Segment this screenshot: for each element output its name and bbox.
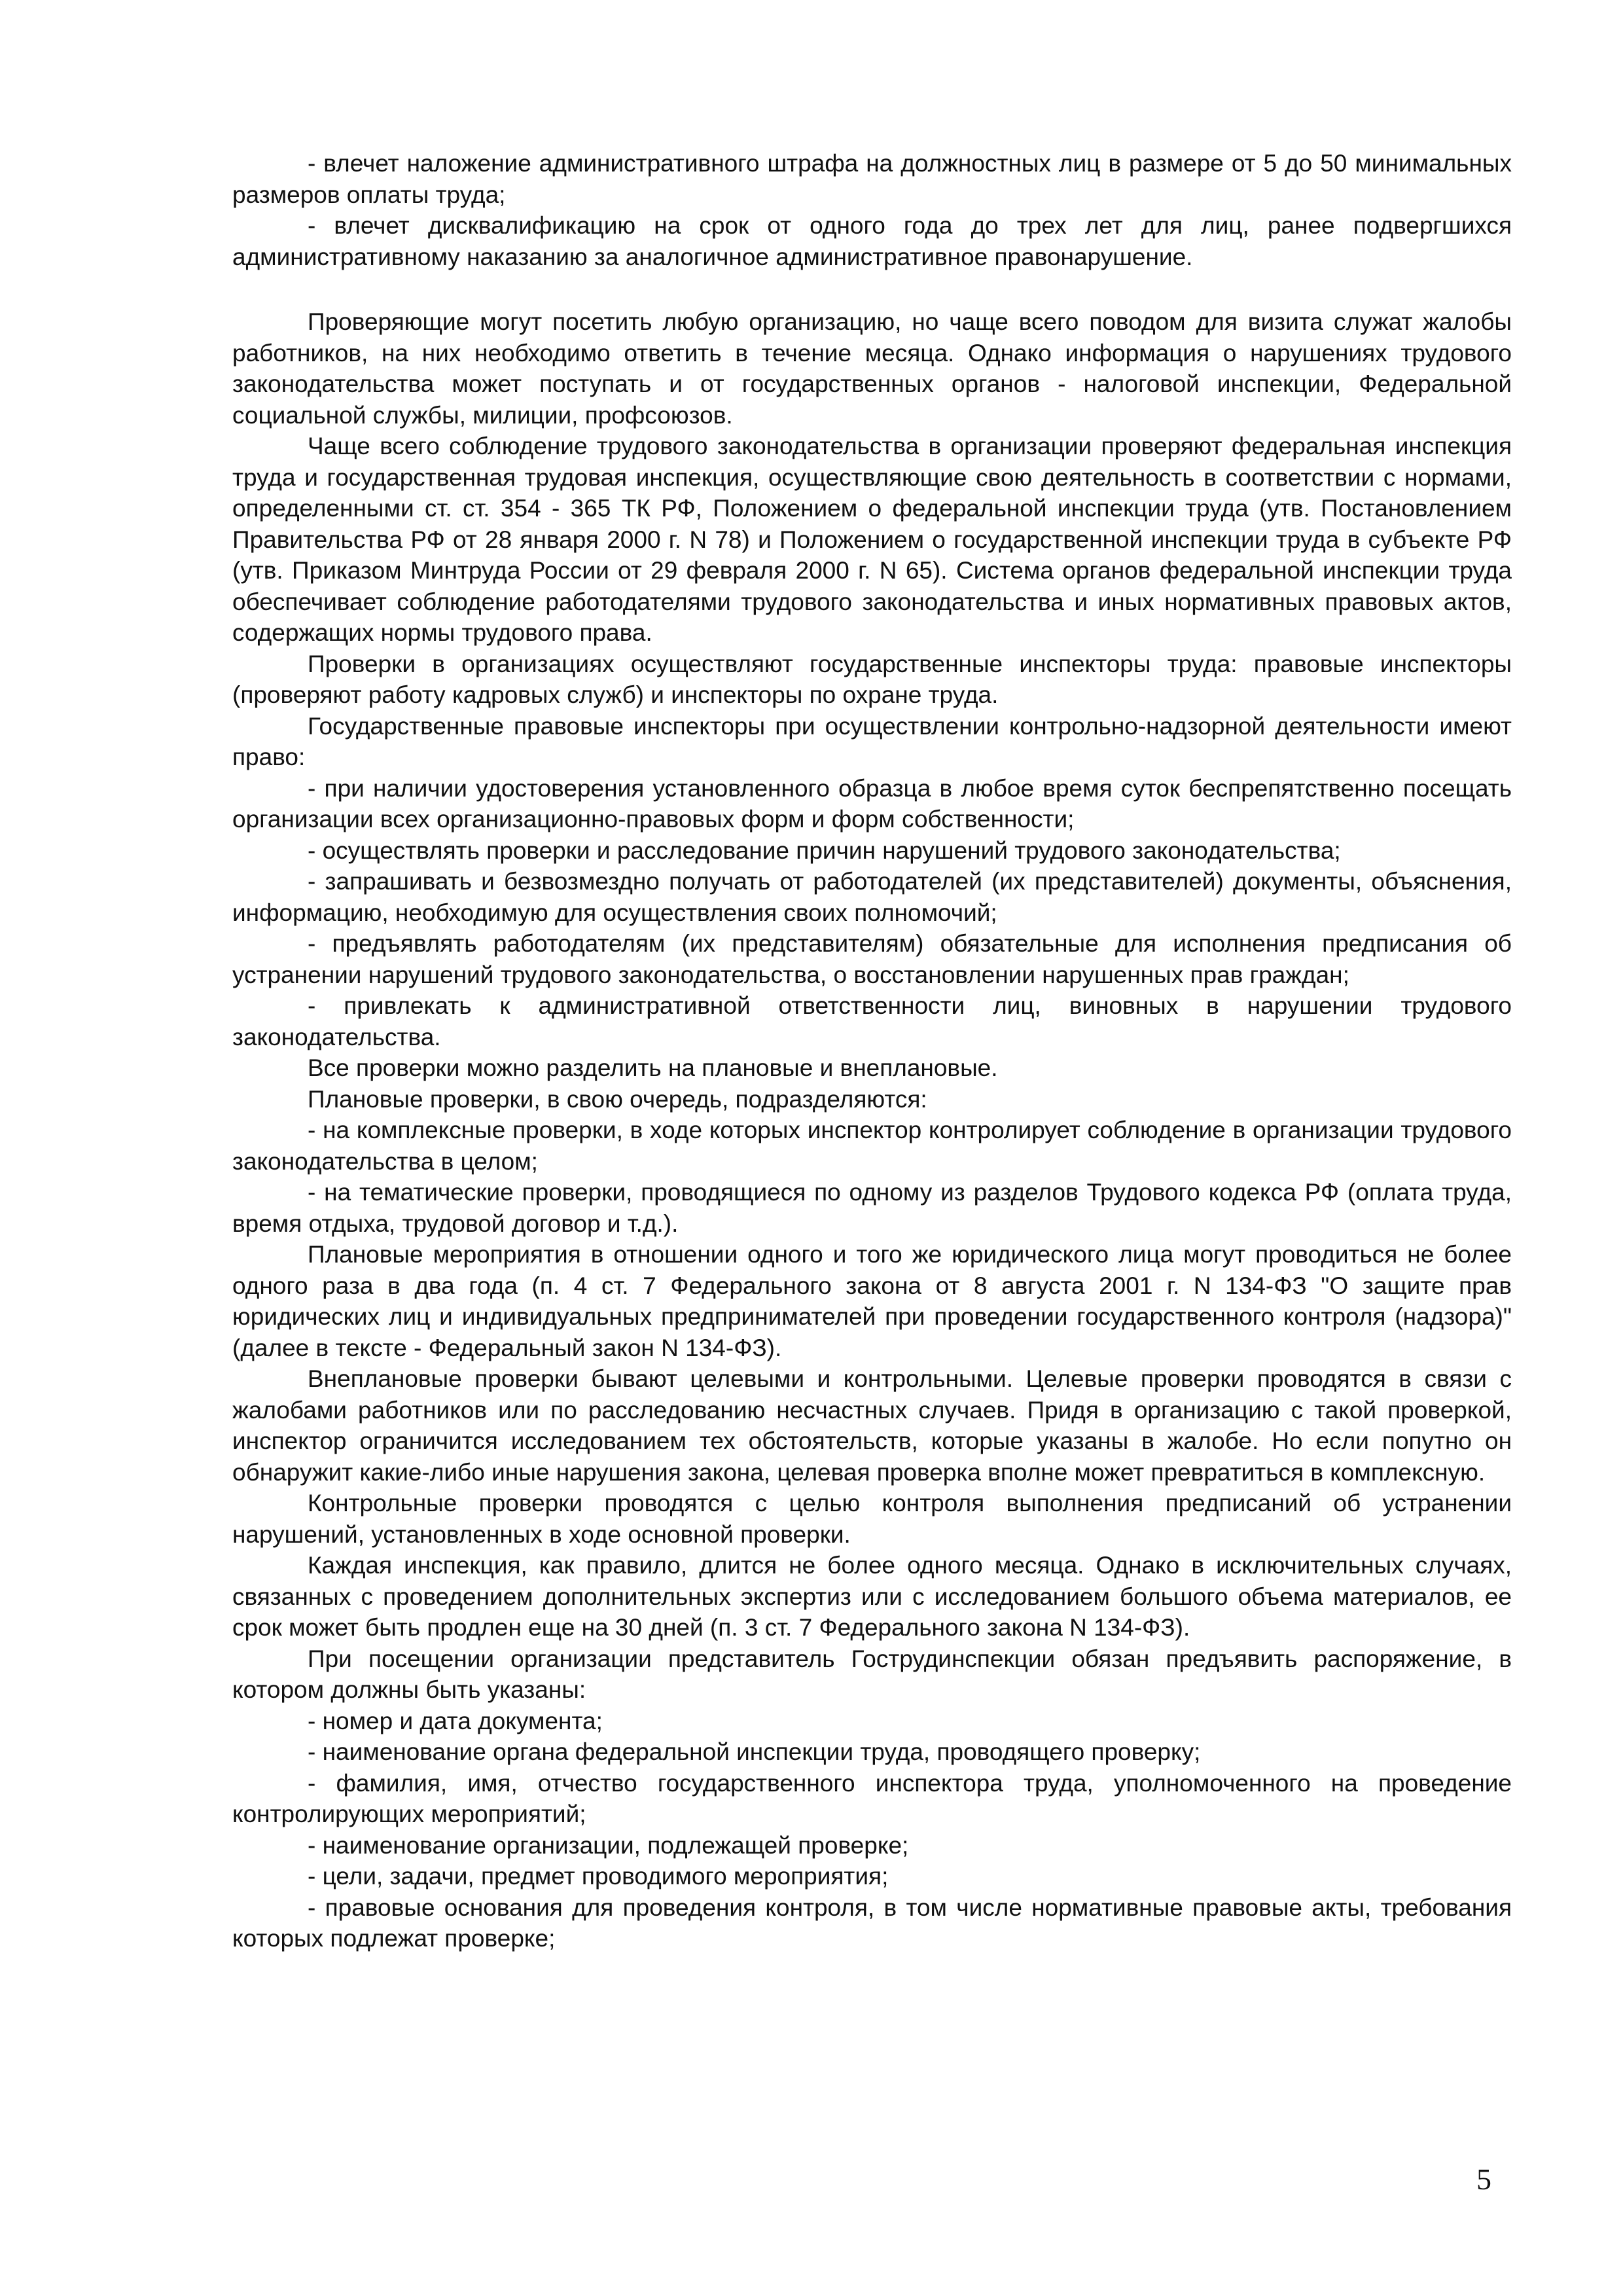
paragraph: - наименование организации, подлежащей проверке; bbox=[308, 1831, 909, 1859]
paragraph: - осуществлять проверки и расследование причин нарушений трудового законодательства; bbox=[308, 836, 1341, 864]
page-number: 5 bbox=[1476, 2162, 1491, 2196]
paragraph: Проверки в организациях осуществляют государственные инспекторы труда: правовые инспекторы (проверяют работу кадровых служб) и инспекторы по охране труда. bbox=[232, 650, 1512, 708]
paragraph: Каждая инспекция, как правило, длится не более одного месяца. Однако в исключительных случаях, связанных с проведением дополнительных экспертиз или с исследованием большого объема материалов, ее срок может быть продлен еще на 30 дней (п. 3 ст. 7 Федерального закона N 134-ФЗ). bbox=[232, 1552, 1512, 1641]
paragraph: Плановые проверки, в свою очередь, подразделяются: bbox=[308, 1085, 927, 1113]
body-text bbox=[232, 148, 1512, 1954]
paragraph: - фамилия, имя, отчество государственного инспектора труда, уполномоченного на проведение контролирующих мероприятий; bbox=[232, 1769, 1512, 1827]
paragraph: - при наличии удостоверения установленного образца в любое время суток беспрепятственно посещать организации всех организационно-правовых форм и форм собственности; bbox=[232, 774, 1512, 833]
paragraph: - правовые основания для проведения контроля, в том числе нормативные правовые акты, требования которых подлежат проверке; bbox=[232, 1893, 1512, 1952]
paragraph: - цели, задачи, предмет проводимого мероприятия; bbox=[308, 1863, 889, 1890]
paragraph: Плановые мероприятия в отношении одного и того же юридического лица могут проводиться не более одного раза в два года (п. 4 ст. 7 Федерального закона от 8 августа 2001 г. N 134-ФЗ "О защите прав юридических лиц и индивидуальных предпринимателей при проведении государственного контроля (надзора)" (далее в тексте - Федеральный закон N 134-ФЗ). bbox=[232, 1241, 1512, 1361]
paragraph: Внеплановые проверки бывают целевыми и контрольными. Целевые проверки проводятся в связи с жалобами работников или по расследованию несчастных случаев. Придя в организацию с такой проверкой, инспектор ограничится исследованием тех обстоятельств, которые указаны в жалобе. Но если попутно он обнаружит какие-либо иные нарушения закона, целевая проверка вполне может превратиться в комплексную. bbox=[232, 1365, 1512, 1486]
paragraph: Чаще всего соблюдение трудового законодательства в организации проверяют федеральная инспекция труда и государственная трудовая инспекция, осуществляющие свою деятельность в соответствии с нормами, определенными ст. ст. 354 - 365 ТК РФ, Положением о федеральной инспекции труда (утв. Постановлением Правительства РФ от 28 января 2000 г. N 78) и Положением о государственной инспекции труда в субъекте РФ (утв. Приказом Минтруда России от 29 февраля 2000 г. N 65). Система органов федеральной инспекции труда обеспечивает соблюдение работодателями трудового законодательства и иных нормативных правовых актов, содержащих нормы трудового права. bbox=[232, 433, 1512, 646]
paragraph: - номер и дата документа; bbox=[308, 1707, 603, 1734]
paragraph: - влечет дисквалификацию на срок от одного года до трех лет для лиц, ранее подвергшихся административному наказанию за аналогичное административное правонарушение. bbox=[232, 212, 1512, 270]
paragraph: - на комплексные проверки, в ходе которых инспектор контролирует соблюдение в организации трудового законодательства в целом; bbox=[232, 1117, 1512, 1175]
paragraph: Контрольные проверки проводятся с целью контроля выполнения предписаний об устранении нарушений, установленных в ходе основной проверки. bbox=[232, 1490, 1512, 1548]
paragraph: - на тематические проверки, проводящиеся по одному из разделов Трудового кодекса РФ (оплата труда, время отдыха, трудовой договор и т.д.). bbox=[232, 1179, 1512, 1237]
paragraph: Государственные правовые инспекторы при осуществлении контрольно-надзорной деятельности имеют право: bbox=[232, 712, 1512, 770]
paragraph: При посещении организации представитель Гострудинспекции обязан предъявить распоряжение, в котором должны быть указаны: bbox=[232, 1645, 1512, 1703]
paragraph: - привлекать к административной ответственности лиц, виновных в нарушении трудового законодательства. bbox=[232, 992, 1512, 1050]
paragraph: - влечет наложение административного штрафа на должностных лиц в размере от 5 до 50 минимальных размеров оплаты труда; bbox=[232, 150, 1512, 208]
paragraph: Все проверки можно разделить на плановые и внеплановые. bbox=[308, 1054, 998, 1081]
paragraph: Проверяющие могут посетить любую организацию, но чаще всего поводом для визита служат жалобы работников, на них необходимо ответить в течение месяца. Однако информация о нарушениях трудового законодательства может поступать и от государственных органов - налоговой инспекции, Федеральной социальной службы, милиции, профсоюзов. bbox=[232, 308, 1512, 429]
paragraph: - предъявлять работодателям (их представителям) обязательные для исполнения предписания об устранении нарушений трудового законодательства, о восстановлении нарушенных прав граждан; bbox=[232, 930, 1512, 988]
paragraph: - запрашивать и безвозмездно получать от работодателей (их представителей) документы, объяснения, информацию, необходимую для осуществления своих полномочий; bbox=[232, 868, 1512, 926]
paragraph: - наименование органа федеральной инспекции труда, проводящего проверку; bbox=[308, 1738, 1201, 1765]
